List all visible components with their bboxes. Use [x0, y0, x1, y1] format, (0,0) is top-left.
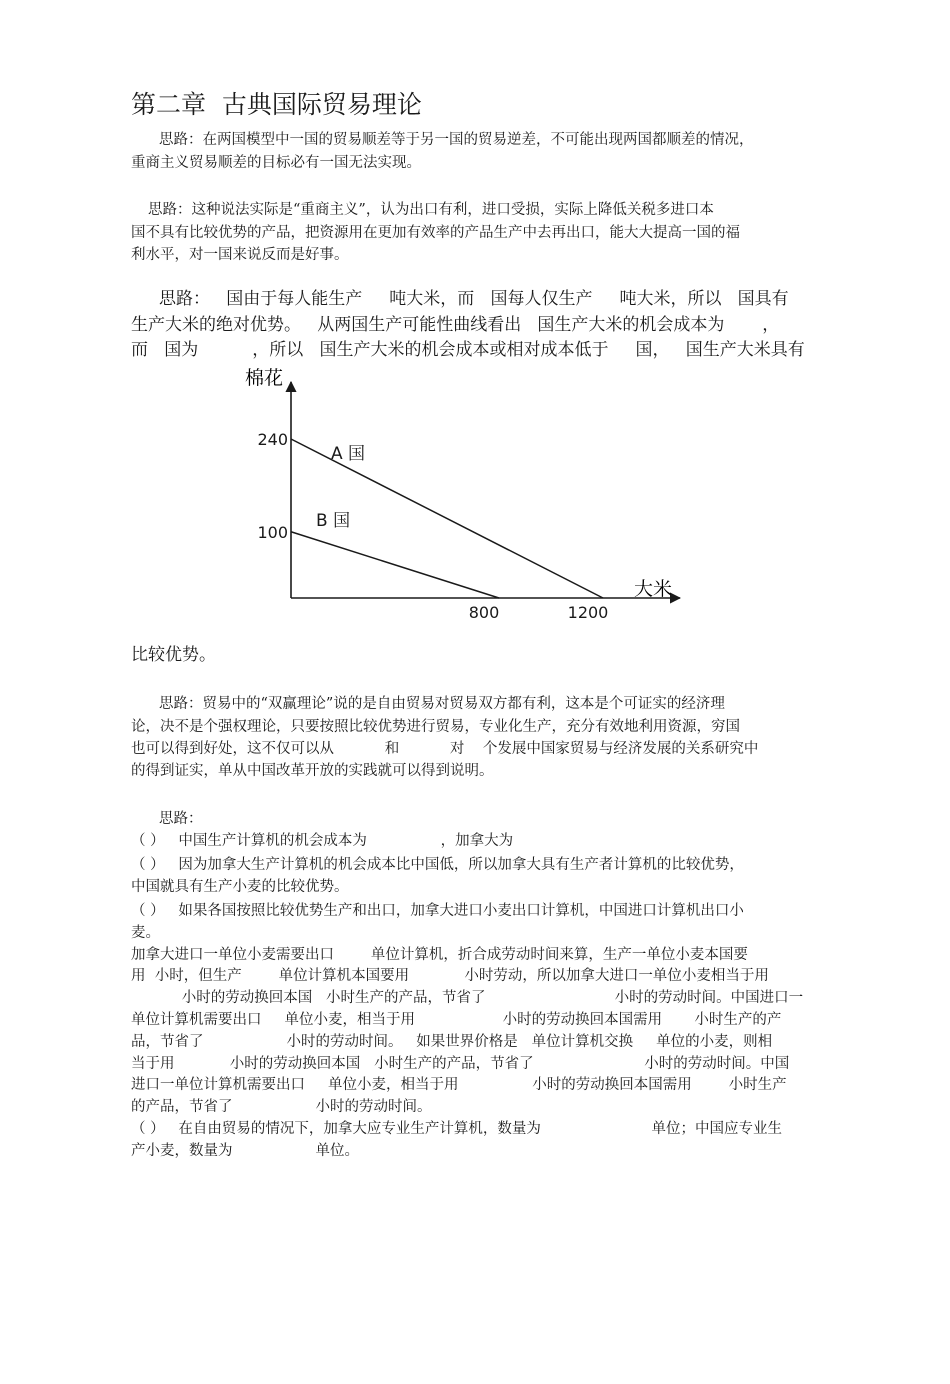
series-line-a: [291, 439, 603, 598]
answer-5-line-16: 产小麦，数量为 单位。: [131, 1143, 359, 1159]
answer-4-line-3: 也可以得到好处，这不仅可以从 和 对 个发展中国家贸易与经济发展的关系研究中: [131, 741, 759, 757]
x-tick-label: 1200: [567, 603, 609, 622]
answer-5-line-11: 品，节省了 小时的劳动时间。 如果世界价格是 单位计算机交换 单位的小麦，则相: [131, 1034, 773, 1050]
answer-5-line-9: 小时的劳动换回本国 小时生产的产品，节省了 小时的劳动时间。中国进口一: [131, 990, 804, 1006]
answer-5-line-8: 用 小时，但生产 单位计算机本国要用 小时劳动，所以加拿大进口一单位小麦相当于用: [131, 968, 769, 984]
answer-4-line-1: 思路：贸易中的“双赢理论”说的是自由贸易对贸易双方都有利，这本是个可证实的经济理: [159, 696, 725, 712]
y-tick-label: 100: [257, 522, 288, 542]
answer-5-line-13: 进口一单位计算机需要出口 单位小麦，相当于用 小时的劳动换回本国需用 小时生产: [131, 1077, 787, 1093]
answer-5-line-7: 加拿大进口一单位小麦需要出口 单位计算机，折合成劳动时间来算，生产一单位小麦本国要: [131, 947, 748, 963]
answer-5-line-10: 单位计算机需要出口 单位小麦，相当于用 小时的劳动换回本国需用 小时生产的产: [131, 1012, 782, 1028]
series-line-b: [291, 532, 499, 598]
answer-1-line-1: 思路：在两国模型中一国的贸易顺差等于另一国的贸易逆差，不可能出现两国都顺差的情况，: [159, 132, 754, 148]
x-axis-label: 大米: [634, 578, 673, 600]
answer-5-line-1: 思路：: [159, 811, 203, 827]
answer-2-line-3: 利水平，对一国来说反而是好事。: [131, 247, 349, 263]
answer-5-line-14: 的产品，节省了 小时的劳动时间。: [131, 1099, 432, 1115]
y-axis-label: 棉花: [245, 367, 284, 389]
answer-5-line-4: 中国就具有生产小麦的比较优势。: [131, 879, 349, 895]
answer-5-line-15: （ ） 在自由贸易的情况下，加拿大应专业生产计算机，数量为 单位；中国应专业生: [131, 1121, 783, 1137]
answer-5-line-2: （ ） 中国生产计算机的机会成本为 ，加拿大为: [131, 833, 514, 849]
answer-5-line-3: （ ） 因为加拿大生产计算机的机会成本比中国低，所以加拿大具有生产者计算机的比较优势，: [131, 857, 744, 873]
answer-3-line-2: 生产大米的绝对优势。 从两国生产可能性曲线看出 国生产大米的机会成本为 ，: [131, 315, 780, 335]
answer-4-line-4: 的得到证实，单从中国改革开放的实践就可以得到说明。: [131, 763, 494, 779]
answer-5-line-12: 当于用 小时的劳动换回本国 小时生产的产品，节省了 小时的劳动时间。中国: [131, 1056, 790, 1072]
answer-3-line-1: 思路： 国由于每人能生产 吨大米，而 国每人仅生产 吨大米，所以 国具有: [159, 289, 789, 309]
answer-3-end: 比较优势。: [131, 645, 216, 665]
answer-3-line-3: 而 国为 ，所以 国生产大米的机会成本或相对成本低于 国， 国生产大米具有: [131, 340, 805, 360]
x-tick-label: 800: [468, 603, 500, 622]
answer-2-line-1: 思路：这种说法实际是“重商主义”，认为出口有利，进口受损，实际上降低关税多进口本: [148, 202, 714, 218]
chapter-title: 第二章 古典国际贸易理论: [131, 90, 422, 119]
answer-2-line-2: 国不具有比较优势的产品，把资源用在更加有效率的产品生产中去再出口，能大大提高一国的福: [131, 225, 740, 241]
series-label-b: B 国: [316, 510, 351, 531]
series-label-a: A 国: [331, 444, 366, 464]
answer-4-line-2: 论，决不是个强权理论，只要按照比较优势进行贸易，专业化生产，充分有效地利用资源，穷国: [131, 719, 740, 735]
answer-1-line-2: 重商主义贸易顺差的目标必有一国无法实现。: [131, 155, 421, 171]
answer-5-line-6: 麦。: [131, 925, 160, 941]
answer-5-line-5: （ ） 如果各国按照比较优势生产和出口，加拿大进口小麦出口计算机，中国进口计算机出口小: [131, 903, 744, 919]
y-tick-label: 240: [257, 430, 288, 449]
